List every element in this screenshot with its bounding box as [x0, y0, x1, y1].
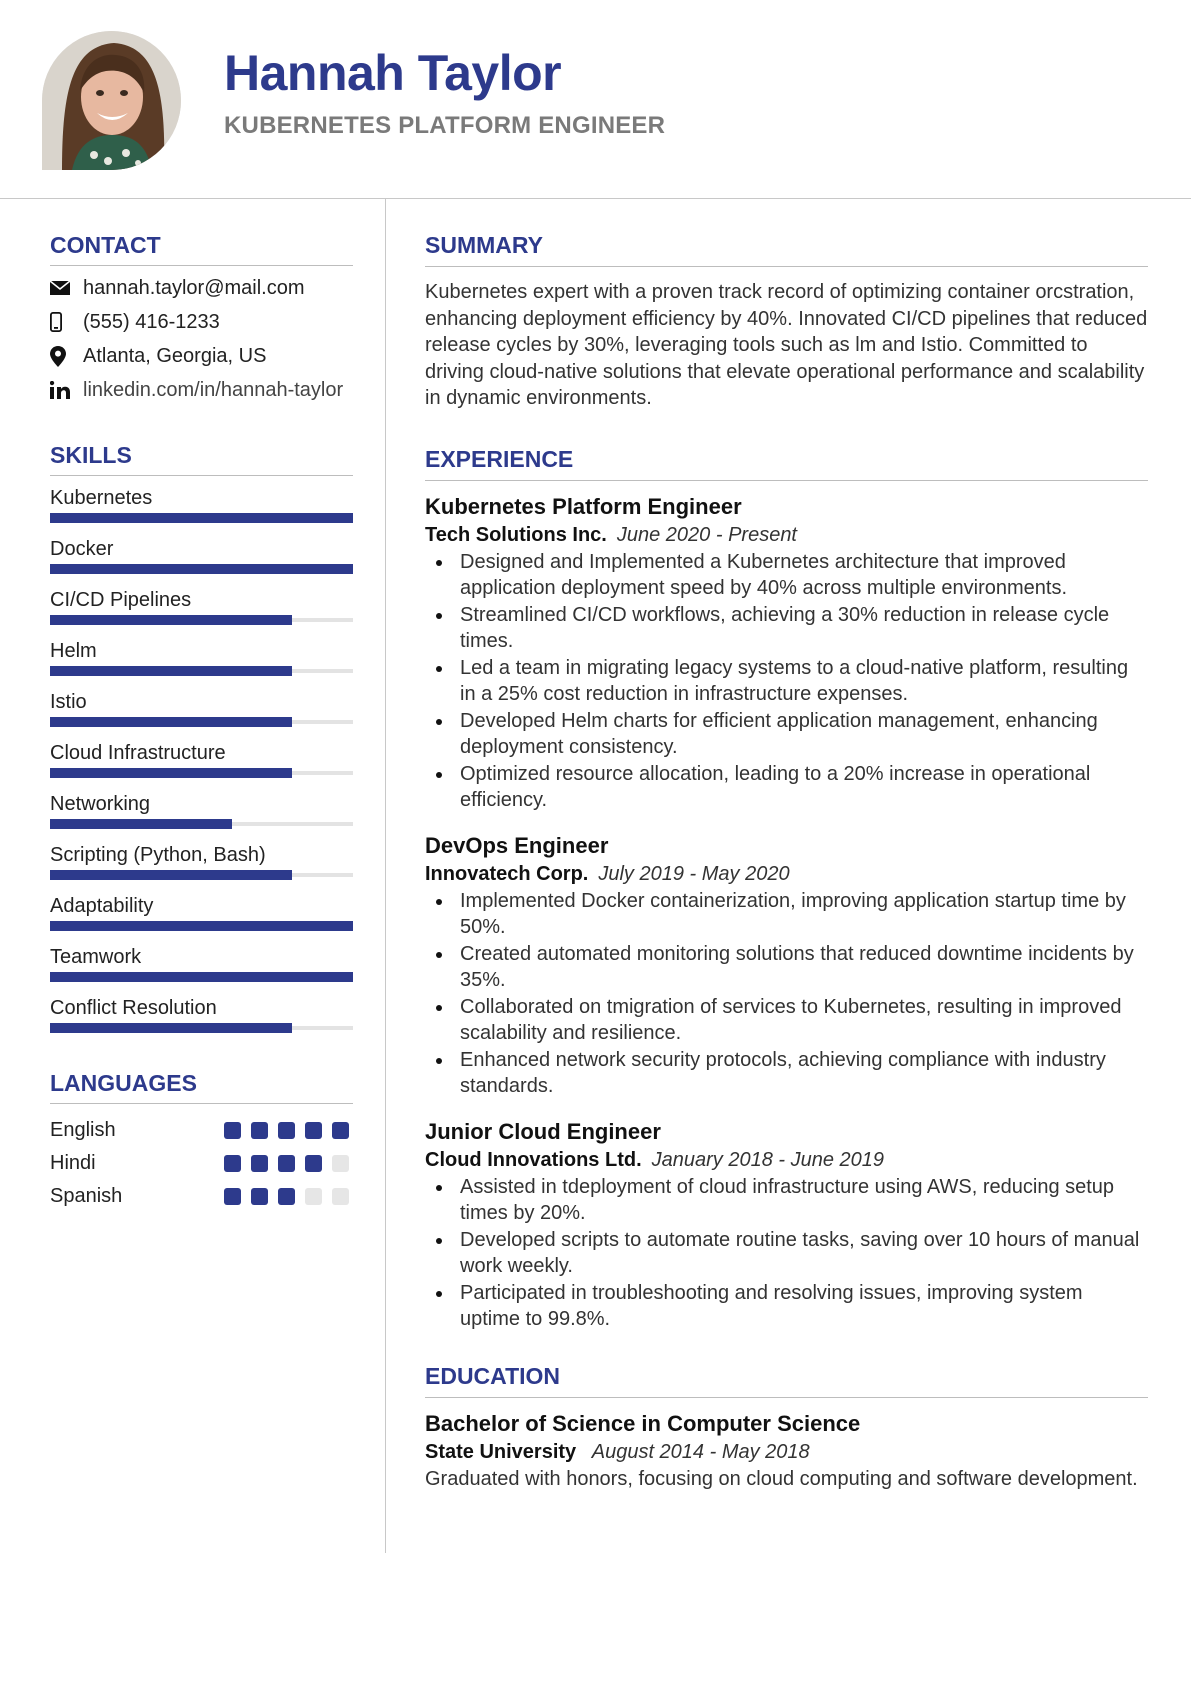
skill-bar-track — [50, 873, 353, 877]
skill-bar-fill — [50, 666, 292, 676]
education-section — [425, 1363, 1148, 1493]
job-entry — [425, 493, 1148, 814]
education-heading: EDUCATION — [425, 1363, 1148, 1398]
skill-label: Teamwork — [50, 946, 142, 968]
skills-section — [50, 442, 353, 1030]
experience-list — [425, 493, 1148, 1333]
job-bullet: Developed Helm charts for efficient application management, enhancing deployment consistency. — [460, 708, 1148, 761]
language-level-dots — [224, 1122, 349, 1139]
job-dates: July 2019 - May 2020 — [598, 862, 790, 885]
language-label: Hindi — [50, 1152, 96, 1174]
skill-bar-track — [50, 516, 353, 520]
contact-email — [50, 276, 353, 300]
language-level-dot — [332, 1122, 349, 1139]
skills-list — [50, 486, 353, 1030]
summary-section — [425, 232, 1148, 412]
language-label: Spanish — [50, 1185, 123, 1207]
job-entry — [425, 832, 1148, 1100]
language-level-dot — [332, 1155, 349, 1172]
skill-item — [50, 639, 353, 673]
skill-bar-track — [50, 975, 353, 979]
skill-item — [50, 690, 353, 724]
skill-item — [50, 588, 353, 622]
job-bullet: Streamlined CI/CD workflows, achieving a 30% reduction in release cycle times. — [460, 602, 1148, 655]
skill-bar-fill — [50, 513, 353, 523]
skill-item — [50, 741, 353, 775]
resume-header — [0, 0, 1191, 198]
skill-item — [50, 843, 353, 877]
skill-label: Kubernetes — [50, 487, 153, 509]
job-meta — [425, 860, 1148, 888]
degree-title: Bachelor of Science in Computer Science — [425, 1410, 861, 1436]
job-bullet: Led a team in migrating legacy systems to a cloud-native platform, resulting in a 25% cost reduction in infrastructure expenses. — [460, 655, 1148, 708]
school-name: State University — [425, 1440, 577, 1463]
header-divider — [0, 198, 1191, 199]
sidebar — [50, 232, 353, 1213]
job-bullet: Collaborated on tmigration of services to Kubernetes, resulting in improved scalability and resilience. — [460, 994, 1148, 1047]
phone-icon — [50, 310, 83, 334]
skill-label: Networking — [50, 793, 151, 815]
job-title: Junior Cloud Engineer — [425, 1118, 661, 1144]
job-bullet: Implemented Docker containerization, improving application startup time by 50%. — [460, 888, 1148, 941]
candidate-title: KUBERNETES PLATFORM ENGINEER — [224, 112, 666, 139]
skill-item — [50, 894, 353, 928]
avatar — [42, 31, 181, 170]
language-level-dots — [224, 1155, 349, 1172]
skill-item — [50, 537, 353, 571]
language-level-dot — [224, 1188, 241, 1205]
language-level-dot — [278, 1188, 295, 1205]
job-bullets — [425, 888, 1148, 1100]
language-level-dot — [278, 1122, 295, 1139]
job-bullet: Enhanced network security protocols, achieving compliance with industry standards. — [460, 1047, 1148, 1100]
skill-bar-fill — [50, 1023, 292, 1033]
languages-heading: LANGUAGES — [50, 1070, 353, 1104]
job-title: DevOps Engineer — [425, 832, 609, 858]
column-divider — [385, 199, 386, 1553]
contact-location-text: Atlanta, Georgia, US — [83, 345, 267, 367]
language-level-dots — [224, 1188, 349, 1205]
skill-bar-track — [50, 1026, 353, 1030]
skill-bar-track — [50, 924, 353, 928]
skill-bar-fill — [50, 615, 292, 625]
skill-bar-fill — [50, 921, 353, 931]
contact-location — [50, 344, 353, 368]
skill-bar-track — [50, 822, 353, 826]
skill-bar-track — [50, 618, 353, 622]
language-level-dot — [224, 1155, 241, 1172]
education-description: Graduated with honors, focusing on cloud computing and software development. — [425, 1467, 1138, 1490]
contact-linkedin — [50, 378, 353, 402]
job-bullet: Assisted in tdeployment of cloud infrastructure using AWS, reducing setup times by 20%. — [460, 1174, 1148, 1227]
contact-phone — [50, 310, 353, 334]
experience-section — [425, 446, 1148, 1333]
skill-label: Cloud Infrastructure — [50, 742, 226, 764]
contact-phone-text: (555) 416-1233 — [83, 311, 220, 333]
portrait-image — [42, 31, 181, 170]
job-bullet: Participated in troubleshooting and resolving issues, improving system uptime to 99.8%. — [460, 1280, 1148, 1333]
skill-label: Conflict Resolution — [50, 997, 217, 1019]
job-bullet: Developed scripts to automate routine tasks, saving over 10 hours of manual work weekly. — [460, 1227, 1148, 1280]
main-column — [425, 232, 1148, 1492]
job-company: Tech Solutions Inc. — [425, 523, 607, 546]
languages-section — [50, 1070, 353, 1213]
language-level-dot — [251, 1122, 268, 1139]
language-item — [50, 1147, 353, 1180]
education-meta — [425, 1438, 1148, 1466]
language-item — [50, 1180, 353, 1213]
job-dates: June 2020 - Present — [616, 523, 797, 546]
languages-list — [50, 1114, 353, 1213]
job-bullet: Created automated monitoring solutions that reduced downtime incidents by 35%. — [460, 941, 1148, 994]
skill-bar-track — [50, 567, 353, 571]
skill-item — [50, 945, 353, 979]
language-level-dot — [332, 1188, 349, 1205]
experience-heading: EXPERIENCE — [425, 446, 1148, 481]
skill-item — [50, 996, 353, 1030]
job-company: Innovatech Corp. — [425, 862, 589, 885]
language-level-dot — [305, 1155, 322, 1172]
skill-bar-track — [50, 771, 353, 775]
summary-heading: SUMMARY — [425, 232, 1148, 267]
skill-label: Docker — [50, 538, 114, 560]
skill-bar-fill — [50, 768, 292, 778]
job-bullet: Designed and Implemented a Kubernetes architecture that improved application deployment speed by 40% across multiple environments. — [460, 549, 1148, 602]
skill-item — [50, 486, 353, 520]
job-entry — [425, 1118, 1148, 1333]
skill-label: Istio — [50, 691, 87, 713]
job-bullet: Optimized resource allocation, leading to a 20% increase in operational efficiency. — [460, 761, 1148, 814]
skill-bar-track — [50, 720, 353, 724]
summary-text: Kubernetes expert with a proven track record of optimizing container orcstration, enhancing deployment efficiency by 40%. Innovated CI/CD pipelines that reduced release cycles by 30%, leveraging tools such as lm and Istio. Committed to driving cloud-native solutions that elevate operational performance and scalability in dynamic environments. — [425, 281, 1148, 409]
education-dates: August 2014 - May 2018 — [591, 1440, 810, 1463]
language-level-dot — [251, 1188, 268, 1205]
job-bullets — [425, 549, 1148, 814]
skill-bar-fill — [50, 717, 292, 727]
skill-bar-fill — [50, 564, 353, 574]
language-label: English — [50, 1119, 116, 1141]
skill-bar-fill — [50, 819, 232, 829]
skill-bar-fill — [50, 972, 353, 982]
skill-label: Helm — [50, 640, 97, 662]
language-level-dot — [278, 1155, 295, 1172]
skill-label: CI/CD Pipelines — [50, 589, 192, 611]
job-meta — [425, 521, 1148, 549]
envelope-icon — [50, 276, 83, 300]
job-dates: January 2018 - June 2019 — [651, 1148, 885, 1171]
skill-bar-fill — [50, 870, 292, 880]
map-pin-icon — [50, 344, 83, 368]
language-level-dot — [305, 1188, 322, 1205]
skill-label: Adaptability — [50, 895, 154, 917]
language-level-dot — [224, 1122, 241, 1139]
skill-item — [50, 792, 353, 826]
job-bullets — [425, 1174, 1148, 1333]
job-title: Kubernetes Platform Engineer — [425, 493, 742, 519]
skill-label: Scripting (Python, Bash) — [50, 844, 266, 866]
skills-heading: SKILLS — [50, 442, 353, 476]
contact-heading: CONTACT — [50, 232, 353, 266]
language-level-dot — [305, 1122, 322, 1139]
linkedin-icon — [50, 378, 83, 402]
contact-linkedin-link[interactable]: linkedin.com/in/hannah-taylor — [83, 379, 344, 401]
skill-bar-track — [50, 669, 353, 673]
language-item — [50, 1114, 353, 1147]
job-meta — [425, 1146, 1148, 1174]
contact-email-text: hannah.taylor@mail.com — [83, 277, 305, 299]
job-company: Cloud Innovations Ltd. — [425, 1148, 642, 1171]
candidate-name: Hannah Taylor — [224, 45, 562, 101]
language-level-dot — [251, 1155, 268, 1172]
contact-section — [50, 232, 353, 402]
